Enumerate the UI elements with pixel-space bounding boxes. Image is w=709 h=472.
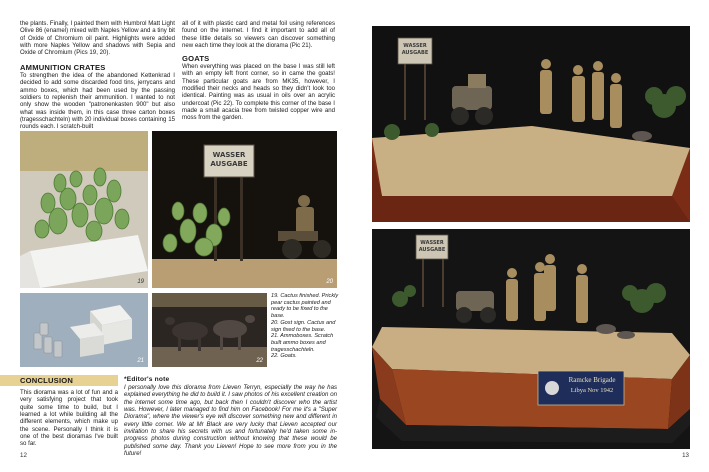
ammo-text: To strengthen the idea of the abandoned Kettenkrad I decided to add some discarded food tins, jerrycans and ammo boxes, which had been used by the passing soldiers to replenish their ammunition. I wanted to not only show the wooden "patronenkasten 900" but also what was inside them, in this case three carton boxes (tragesschachteln) with 20 individual boxes containing 15 rounds each. I scratch-built: [20, 72, 175, 131]
editor-note-text: I personally love this diorama from Lieven Terryn, especially the way he has explained everything he did to build it. I saw photos of his excellent creation on the internet some time ago, but back then I couldn't discover who the artist was. However, I later managed to find him on Facebook! For me it's a "Super Diorama", where the viewer's eye will discover something new and different in every little corner. We at Mr Black are very lucky that Lieven accepted our invitation to share his secrets with us and fortunately he'd taken some in-progress photos during construction without knowing that these would be published some day. Thank you Lieven! Hope to see more from you in the future!: [124, 384, 337, 458]
goats-text: When everything was placed on the base I was still left with an empty left front corner, so in came the goats! These particular goats are from MK35, however, I modified their necks and heads so they didn't look too identical. Painting was as usual in oils over an acrylic undercoat (Pic 22). To complete this corner of the base I made a small acacia tree from twisted copper wire and moss from the garden.: [182, 63, 335, 122]
plaque-line-2: Libya Nov 1942: [570, 387, 614, 394]
caption-21: 21. Ammoboxes. Scratch built ammo boxes and tragesschachteln.: [271, 333, 334, 353]
body-text-col2: all of it with plastic card and metal foil using references found on the internet. I find it important to add all of these little details so viewers can discover something new each time they look at the diorama (Pic 21).: [182, 20, 335, 50]
top-photo-sign: [398, 38, 432, 64]
page-number-left: 12: [20, 452, 27, 459]
captions: [271, 293, 339, 360]
caption-20: 20. Gost sign. Cactus and sign fixed to the base.: [271, 319, 336, 333]
photo-diorama-bottom: [372, 229, 690, 449]
body-text-col1: the plants. Finally, I painted them with Humbrol Matt Light Olive 86 (enamel) mixed with Naples Yellow and a tiny bit of Oxide of Chromium oil paint. Highlights were added with more Naples Yellow and shadows with Sepia and Oxide of Chromium (Pics 19, 20).: [20, 20, 175, 57]
page-number-right: 13: [682, 452, 689, 459]
left-page: [0, 0, 354, 472]
photo-cactus: [20, 131, 148, 288]
photo-number-19: 19: [137, 279, 144, 285]
photo-diorama-top: [372, 26, 690, 222]
right-page: [354, 0, 709, 472]
bottom-sign-line-1: WASSER: [420, 240, 444, 246]
photo-number-21: 21: [137, 358, 144, 364]
photo-number-20: 20: [326, 279, 333, 285]
ammo-boxes-illustration: [20, 293, 148, 367]
plaque-line-1: Ramcke Brigade: [568, 376, 616, 384]
caption-19: 19. Cactus finished. Prickly pear cactus painted and ready to be fixed to the base.: [271, 293, 339, 320]
cactus-illustration: [20, 131, 148, 288]
editor-note-heading: *Editor's note: [124, 376, 170, 383]
photo-goats: [152, 293, 267, 367]
photo-ammo-boxes: [20, 293, 148, 367]
bottom-sign-line-2: AUSGABE: [418, 246, 446, 253]
sign-line-2: AUSGABE: [210, 160, 248, 168]
top-sign-line-2: AUSGABE: [401, 50, 429, 56]
wasser-sign: [204, 145, 254, 177]
goats-illustration: [152, 293, 267, 367]
caption-22: 22. Goats.: [271, 353, 297, 360]
goats-heading: GOATS: [182, 54, 210, 63]
conclusion-heading: CONCLUSION: [20, 376, 74, 385]
conclusion-heading-bar: [0, 375, 118, 386]
conclusion-text: This diorama was a lot of fun and a very satisfying project that took quite some time to build, but I learned a lot while building all the different elements, which make up the scene. Personally I think it is one of the best dioramas I've built so far.: [20, 389, 118, 448]
ammo-heading: AMMUNITION CRATES: [20, 63, 106, 72]
diorama-bottom-illustration: [372, 229, 690, 449]
photo-number-22: 22: [256, 358, 263, 364]
top-sign-line-1: WASSER: [403, 43, 427, 49]
photo-sign-cactus: [152, 131, 337, 288]
bottom-photo-sign: [416, 235, 448, 259]
diorama-plaque: [562, 375, 622, 396]
ammo-heading-bar: [20, 63, 175, 72]
sign-line-1: WASSER: [212, 151, 246, 159]
